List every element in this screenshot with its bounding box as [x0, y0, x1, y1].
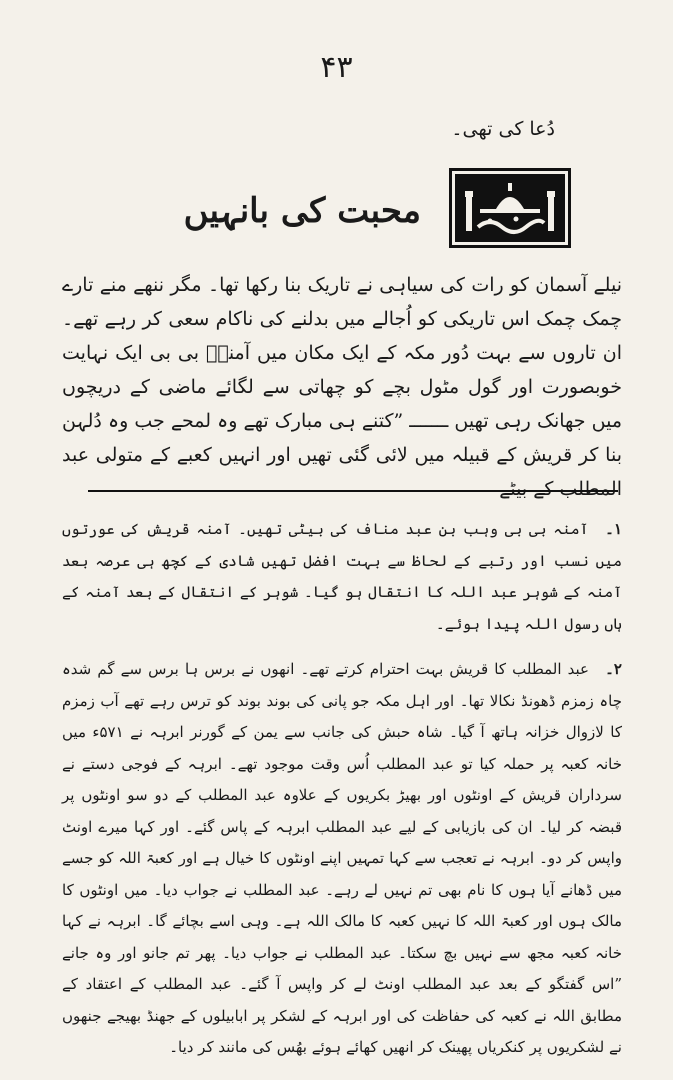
lead-line: دُعا کی تھی۔ [451, 118, 555, 140]
footnote-text: عبد المطلب کا قریش بہت احترام کرتے تھے۔ انھوں نے برس ہا برس سے گم شدہ چاہ زمزم ڈھونڈ نکالا تھا۔ اور اہل مکہ جو پانی کی بوند بوند کو ترس رہے تھے آب زمزم کا لازوال خزانہ ہاتھ آ گیا۔ شاہ حبش کی جانب سے یمن کے گورنر ابرہہ نے ۵۷۱ء میں خانہ کعبہ پر حملہ کیا تو عبد المطلب اُس وقت موجود تھے۔ ابرہہ کے فوجی دستے نے سرداران قریش کے اونٹوں اور بھیڑ بکریوں کے علاوہ عبد المطلب کے دو سو اونٹوں پر قبضہ کر لیا۔ ان کی بازیابی کے لیے عبد المطلب ابرہہ کے پاس گئے۔ اور کہا میرے اونٹ واپس کر دو۔ ابرہہ نے تعجب سے کہا تمہیں اپنے اونٹوں کا خیال ہے اور کعبۃ اللہ کو جسے میں ڈھانے آیا ہوں کا نام بھی تم نہیں لے رہے۔ عبد المطلب نے جواب دیا۔ میں اونٹوں کا مالک ہوں اور کعبۃ اللہ کا نہیں کعبہ کا مالک اللہ ہے۔ وہی اسے بچائے گا۔ ابرہہ نے کہا خانہ کعبہ مجھ سے نہیں بچ سکتا۔ عبد المطلب نے جواب دیا۔ پھر تم جانو اور وہ جانے ”اس گفتگو کے بعد عبد المطلب اونٹ لے کر واپس آ گئے۔ عبد المطلب کے اعتقاد کے مطابق اللہ نے کعبہ کی حفاظت کی اور ابرہہ کے لشکر پر ابابیلوں کے جھنڈ بھیجے جنھوں نے لشکریوں پر کنکریاں پھینک کر انھیں کھائے ہوئے بھُس کی مانند کر دیا۔ [62, 660, 622, 1056]
chapter-title: محبت کی بانہیں [183, 191, 421, 231]
footnotes [62, 514, 622, 1078]
body-text [62, 268, 622, 506]
footnote-1 [62, 514, 622, 640]
footnote-marker: ۱۔ [605, 520, 622, 538]
calligraphy-emblem [449, 168, 571, 248]
mosque-calligraphy-icon [460, 179, 560, 237]
footnote-divider [88, 490, 618, 492]
body-paragraph: نیلے آسمان کو رات کی سیاہی نے تاریک بنا رکھا تھا۔ مگر ننھے منے تارے چمک چمک اس تاریکی کو اُجالے میں بدلنے کی ناکام سعی کر رہے تھے۔ ان تاروں سے بہت دُور مکہ کے ایک مکان میں آمنہؓ بی بی ایک نہایت خوبصورت اور گول مٹول بچے کو چھاتی سے لگائے ماضی کے دریچوں میں جھانک رہی تھیں ـــــــ ”کتنے ہی مبارک تھے وہ لمحے جب وہ دُلہن بنا کر قریش کے قبیلہ میں لائی گئی تھیں اور انہیں کعبے کے متولی عبد المطلب کے بیٹے [62, 274, 622, 500]
footnote-text: آمنہ بی بی وہب بن عبد مناف کی بیٹی تھیں۔ آمنہ قریش کی عورتوں میں نسب اور رتبے کے لحاظ سے بہت افضل تھیں شادی کے کچھ ہی عرصہ بعد آمنہ کے شوہر عبد اللہ کا انتقال ہو گیا۔ شوہر کے انتقال کے بعد آمنہ کے ہاں رسول اللہ پیدا ہوئے۔ [62, 520, 622, 633]
footnote-2 [62, 654, 622, 1064]
page-number: ۴۳ [320, 50, 353, 85]
footnote-marker: ۲۔ [605, 660, 622, 678]
